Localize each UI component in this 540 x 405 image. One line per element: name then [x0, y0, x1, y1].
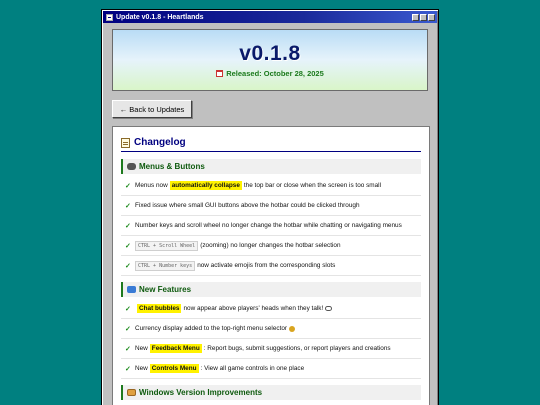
title-bar[interactable] — [103, 11, 437, 23]
memo-icon — [121, 138, 130, 148]
highlight-text: Feedback Menu — [151, 345, 200, 352]
highlight-text: Controls Menu — [151, 365, 197, 372]
item-text: : Report bugs, submit suggestions, or report players and creations — [203, 345, 391, 352]
key-combo: CTRL + Number keys — [135, 261, 195, 271]
item-text: now activate emojis from the corresponding slots — [197, 262, 336, 269]
checkmark-icon: ✓ — [125, 325, 131, 333]
app-window — [101, 9, 439, 405]
list-item — [121, 256, 421, 276]
item-text: New — [135, 345, 148, 352]
release-date-text: Released: October 28, 2025 — [226, 69, 324, 78]
item-text: : View all game controls in one place — [200, 365, 305, 372]
highlight-text: Chat bubbles — [139, 305, 180, 312]
section-title: Menus & Buttons — [139, 162, 205, 171]
item-text: Currency display added to the top-right menu selector — [135, 325, 288, 332]
calendar-icon — [216, 70, 223, 77]
checkmark-icon: ✓ — [125, 345, 131, 353]
maximize-button[interactable] — [420, 14, 427, 21]
section-title: New Features — [139, 285, 192, 294]
section-new-features — [121, 282, 421, 297]
new-icon — [127, 286, 136, 293]
checkmark-icon: ✓ — [125, 305, 131, 313]
list-item — [121, 216, 421, 236]
version-number: v0.1.8 — [239, 42, 301, 65]
money-bag-icon — [289, 326, 295, 332]
checkmark-icon: ✓ — [125, 242, 131, 250]
item-text: Number keys and scroll wheel no longer change the hotbar while chatting or navigating menus — [135, 222, 402, 229]
checkmark-icon: ✓ — [125, 202, 131, 210]
checkmark-icon: ✓ — [125, 365, 131, 373]
item-text: Fixed issue where small GUI buttons above the hotbar could be clicked through — [135, 202, 360, 209]
release-date — [113, 69, 427, 78]
item-text: New — [135, 365, 148, 372]
windows-icon — [127, 389, 136, 396]
gamepad-icon — [127, 163, 136, 170]
item-text: the top bar or close when the screen is too small — [243, 182, 382, 189]
list-item — [121, 176, 421, 196]
key-combo: CTRL + Scroll Wheel — [135, 241, 198, 251]
section-windows-version — [121, 385, 421, 400]
item-text: Menus now — [135, 182, 168, 189]
close-button[interactable] — [428, 14, 435, 21]
list-item — [121, 319, 421, 339]
list-item — [121, 196, 421, 216]
changelog-heading — [121, 137, 421, 152]
document-icon — [106, 14, 113, 21]
changelog-panel[interactable] — [112, 126, 430, 405]
list-item — [121, 236, 421, 256]
list-item — [121, 299, 421, 319]
section-menus-buttons — [121, 159, 421, 174]
window-controls — [412, 14, 435, 21]
checkmark-icon: ✓ — [125, 222, 131, 230]
speech-bubble-icon — [325, 306, 332, 311]
section-title: Windows Version Improvements — [139, 388, 263, 397]
version-header — [112, 29, 428, 91]
list-item — [121, 339, 421, 359]
window-title: Update v0.1.8 - Heartlands — [116, 13, 204, 21]
changelog-title: Changelog — [134, 137, 186, 148]
list-item — [121, 359, 421, 379]
checkmark-icon: ✓ — [125, 262, 131, 270]
highlight-text: automatically collapse — [171, 182, 240, 189]
back-to-updates-button[interactable]: ← Back to Updates — [112, 100, 192, 118]
item-text: now appear above players' heads when they talk! — [183, 305, 324, 312]
checkmark-icon: ✓ — [125, 182, 131, 190]
item-text: (zooming) no longer changes the hotbar selection — [200, 242, 341, 249]
minimize-button[interactable] — [412, 14, 419, 21]
